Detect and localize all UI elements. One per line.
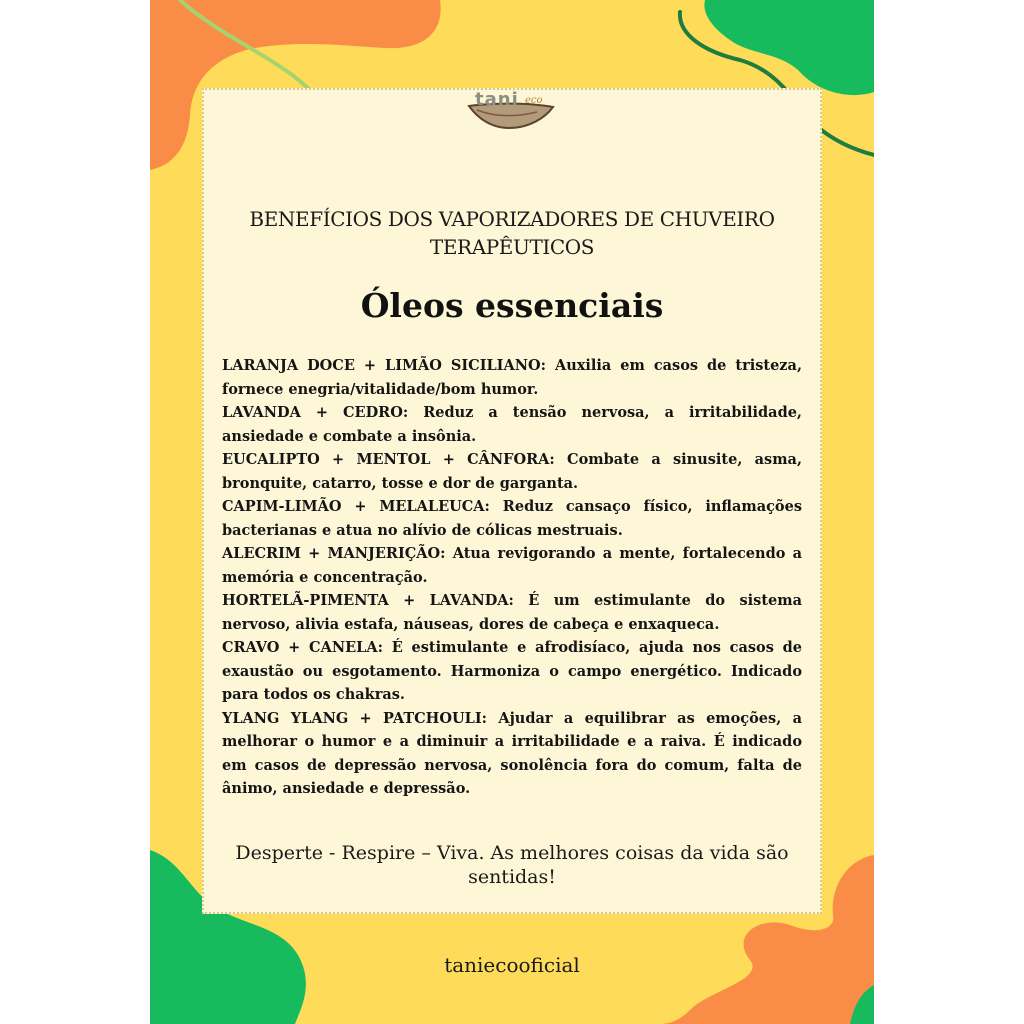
logo-suffix: eco bbox=[525, 95, 543, 106]
oil-entry-text: Auxilia em casos de tristeza, fornece enegria/vitalidade/bom humor. bbox=[222, 357, 802, 398]
heading-line-1: BENEFÍCIOS DOS VAPORIZADORES DE CHUVEIRO bbox=[249, 207, 775, 231]
oil-entry-name: LAVANDA + CEDRO: bbox=[222, 404, 409, 421]
oil-entry-name: ALECRIM + MANJERIÇÃO: bbox=[222, 545, 446, 562]
footer-quote-line-2: sentidas! bbox=[468, 866, 556, 888]
page-subtitle: Óleos essenciais bbox=[360, 286, 664, 325]
oil-entry bbox=[222, 495, 802, 542]
oil-entry bbox=[222, 707, 802, 801]
oil-entry bbox=[222, 542, 802, 589]
oil-entry-name: LARANJA DOCE + LIMÃO SICILIANO: bbox=[222, 357, 546, 374]
oil-entry-name: CRAVO + CANELA: bbox=[222, 639, 383, 656]
footer-quote bbox=[212, 841, 812, 889]
oil-entry-name: EUCALIPTO + MENTOL + CÂNFORA: bbox=[222, 451, 555, 468]
oil-entry-text: É um estimulante do sistema nervoso, alivia estafa, náuseas, dores de cabeça e enxaqueca. bbox=[222, 592, 802, 633]
oil-entry-name: CAPIM-LIMÃO + MELALEUCA: bbox=[222, 498, 490, 515]
oil-entry-text: Ajudar a equilibrar as emoções, a melhorar o humor e a diminuir a irritabilidade e a raiva. É indicado em casos de depressão nervosa, sonolência fora do comum, falta de ânimo, ansiedade e depressão. bbox=[222, 709, 802, 797]
flyer-page bbox=[150, 0, 874, 1024]
green-blob-top-right bbox=[704, 0, 874, 95]
oil-entry-text: É estimulante e afrodisíaco, ajuda nos casos de exaustão ou esgotamento. Harmoniza o campo energético. Indicado para todos os chakras. bbox=[222, 639, 802, 703]
oil-entry-name: YLANG YLANG + PATCHOULI: bbox=[222, 709, 487, 727]
oil-entry bbox=[222, 589, 802, 636]
oil-entry bbox=[222, 636, 802, 707]
oil-entry-name: HORTELÃ-PIMENTA + LAVANDA: bbox=[222, 592, 514, 609]
logo-wordmark: tani bbox=[475, 89, 519, 110]
oil-entry-text: Atua revigorando a mente, fortalecendo a memória e concentração. bbox=[222, 545, 802, 586]
page-heading bbox=[202, 205, 822, 261]
taniceco-logo bbox=[467, 88, 557, 132]
oil-entry bbox=[222, 354, 802, 401]
oil-entry-text: Reduz a tensão nervosa, a irritabilidade, ansiedade e combate a insônia. bbox=[222, 404, 802, 445]
oil-entry-text: Combate a sinusite, asma, bronquite, catarro, tosse e dor de garganta. bbox=[222, 451, 802, 492]
oil-entry-text: Reduz cansaço físico, inflamações bacterianas e atua no alívio de cólicas mestruais. bbox=[222, 498, 802, 539]
heading-line-2: TERAPÊUTICOS bbox=[429, 235, 595, 259]
social-handle: taniecooficial bbox=[444, 953, 580, 977]
oil-entry bbox=[222, 448, 802, 495]
footer-quote-line-1: Desperte - Respire – Viva. As melhores coisas da vida são bbox=[235, 842, 789, 864]
oil-benefits-list bbox=[222, 354, 802, 801]
oil-entry bbox=[222, 401, 802, 448]
